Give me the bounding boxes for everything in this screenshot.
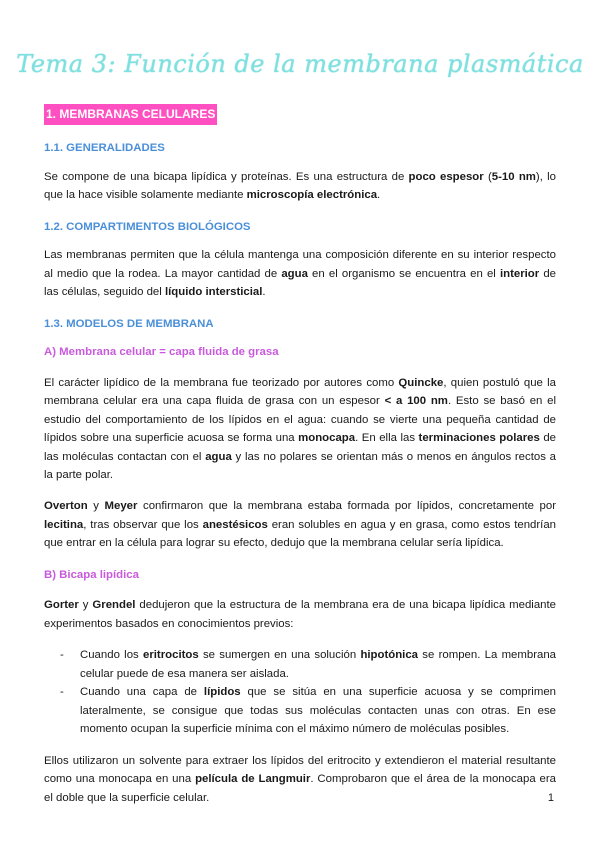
bullet-dash: - (60, 649, 64, 662)
experiment-list (44, 646, 556, 738)
subsection-heading-generalidades: 1.1. GENERALIDADES (44, 142, 165, 155)
list-item: - Cuando los eritrocitos se sumergen en una solución hipotónica se rompen. La membrana celular puede de esa manera ser aislada. (44, 646, 556, 683)
section-heading-membranas-celulares: 1. MEMBRANAS CELULARES (44, 104, 217, 125)
subsubsection-heading-capa-fluida: A) Membrana celular = capa fluida de grasa (44, 346, 279, 359)
paragraph-compartimentos: Las membranas permiten que la célula mantenga una composición diferente en su interior respecto al medio que la rodea. La mayor cantidad de agua en el organismo se encuentra en el interior de las células, seguido del líquido intersticial. (44, 249, 557, 299)
paragraph-quincke: El carácter lipídico de la membrana fue teorizado por autores como Quincke, quien postuló que la membrana celular era una capa fluida de grasa con un espesor < a 100 nm. Esto se basó en el estudio del comportamiento de los lípidos en el agua: cuando se vierte una pequeña cantidad de lípidos sobre una superficie acuosa se forma una monocapa. En ella las terminaciones polares de las moléculas contactan con el agua y las no polares se orientan más o menos en ángulos rectos a la parte polar. (44, 376, 557, 481)
paragraph-langmuir: Ellos utilizaron un solvente para extraer los lípidos del eritrocito y extendieron el material resultante como una monocapa en una película de Langmuir. Comprobaron que el área de la monocapa era el doble que la superficie celular. (44, 754, 556, 804)
page-number: 1 (547, 792, 554, 804)
document-body (44, 104, 556, 820)
subsubsection-heading-bicapa: B) Bicapa lipídica (44, 568, 139, 581)
paragraph-gorter-grendel: Gorter y Grendel dedujeron que la estructura de la membrana era de una bicapa lipídica mediante experimentos basados en conocimientos previos: (44, 599, 557, 630)
paragraph-generalidades: Se compone de una bicapa lipídica y proteínas. Es una estructura de poco espesor (5-10 nm), lo que la hace visible solamente mediante microscopía electrónica. (44, 170, 556, 202)
bullet-dash: - (60, 686, 64, 699)
page-title: Tema 3: Función de la membrana plasmática (16, 50, 584, 78)
paragraph-overton-meyer: Overton y Meyer confirmaron que la membrana estaba formada por lípidos, concretamente por lecitina, tras observar que los anestésicos eran solubles en agua y en grasa, como estos tendrían que entrar en la célula para lograr su efecto, dedujo que la membrana celular sería lipídica. (44, 500, 556, 550)
subsection-heading-compartimentos: 1.2. COMPARTIMENTOS BIOLÓGICOS (44, 220, 251, 233)
subsection-heading-modelos: 1.3. MODELOS DE MEMBRANA (44, 317, 214, 330)
list-item: - Cuando una capa de lípidos que se sitúa en una superficie acuosa y se comprimen lateralmente, se consigue que todas sus moléculas contacten unas con otras. En ese momento ocupan la superficie mínima con el máximo número de moléculas posibles. (44, 683, 556, 738)
